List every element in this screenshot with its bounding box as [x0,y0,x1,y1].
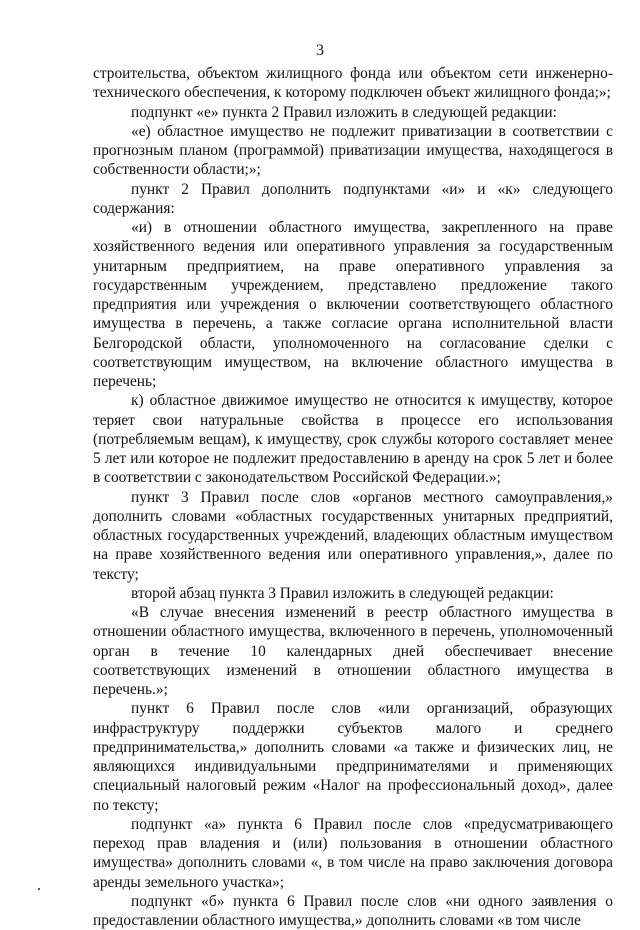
paragraph: второй абзац пункта 3 Правил изложить в следующей редакции: [131,584,554,602]
paragraph: «В случае внесения изменений в реестр областного имущества в отношении областного имущества, включенного в перечень, уполномоченный орган в течение 10 календарных дней обеспечивает внесение соответствующих изменений в отношении областного имущества в перечень.»; [93,604,613,698]
paragraph: подпункт «б» пункта 6 Правил после слов «ни одного заявления о предоставлении областного имущества,» дополнить словами «в том числе [93,892,613,929]
paragraph: подпункт «а» пункта 6 Правил после слов «предусматривающего переход прав владения и (или) пользования в отношении областного имущества» дополнить словами «, в том числе на право заключения договора аренды земельного участка»; [93,815,613,891]
paragraph: к) областное движимое имущество не относится к имуществу, которое теряет свои натуральные свойства в процессе его использования (потребляемым вещам), к имуществу, срок службы которого составляет менее 5 лет или которое не подлежит предоставлению в аренду на срок 5 лет и более в соответствии с законодательством Российской Федерации.»; [93,392,613,487]
paragraph: строительства, объектом жилищного фонда или объектом сети инженерно-технического обеспечения, к которому подключен объект жилищного фонда;»; [93,65,613,102]
paragraph: «е) областное имущество не подлежит приватизации в соответствии с прогнозным планом (программой) приватизации имущества, находящегося в собственности области;»; [93,122,613,179]
document-body [93,64,613,930]
paragraph: пункт 2 Правил дополнить подпунктами «и» и «к» следующего содержания: [93,180,613,217]
page-number: 3 [316,42,324,59]
paragraph: пункт 3 Правил после слов «органов местного самоуправления,» дополнить словами «областных государственных унитарных предприятий, областных государственных учреждений, владеющих областным имуществом на праве хозяйственного ведения или оперативного управления,», далее по тексту; [93,488,613,583]
scan-speck [38,888,40,890]
paragraph: пункт 6 Правил после слов «или организаций, образующих инфраструктуру поддержки субъектов малого и среднего предпринимательства,» дополнить словами «а также и физических лиц, не являющихся индивидуальными предпринимателями и применяющих специальный налоговый режим «Налог на профессиональный доход», далее по тексту; [93,700,613,814]
paragraph: подпункт «е» пункта 2 Правил изложить в следующей редакции: [131,103,557,121]
paragraph: «и) в отношении областного имущества, закрепленного на праве хозяйственного ведения или оперативного управления за государственным унитарным предприятием, на праве оперативного управления за государственным учреждением, представлено предложение такого предприятия или учреждения о включении соответствующего областного имущества в перечень, а также согласие органа исполнительной власти Белгородской области, уполномоченного на согласование сделки с соответствующим имуществом, на включение областного имущества в перечень; [93,219,613,390]
